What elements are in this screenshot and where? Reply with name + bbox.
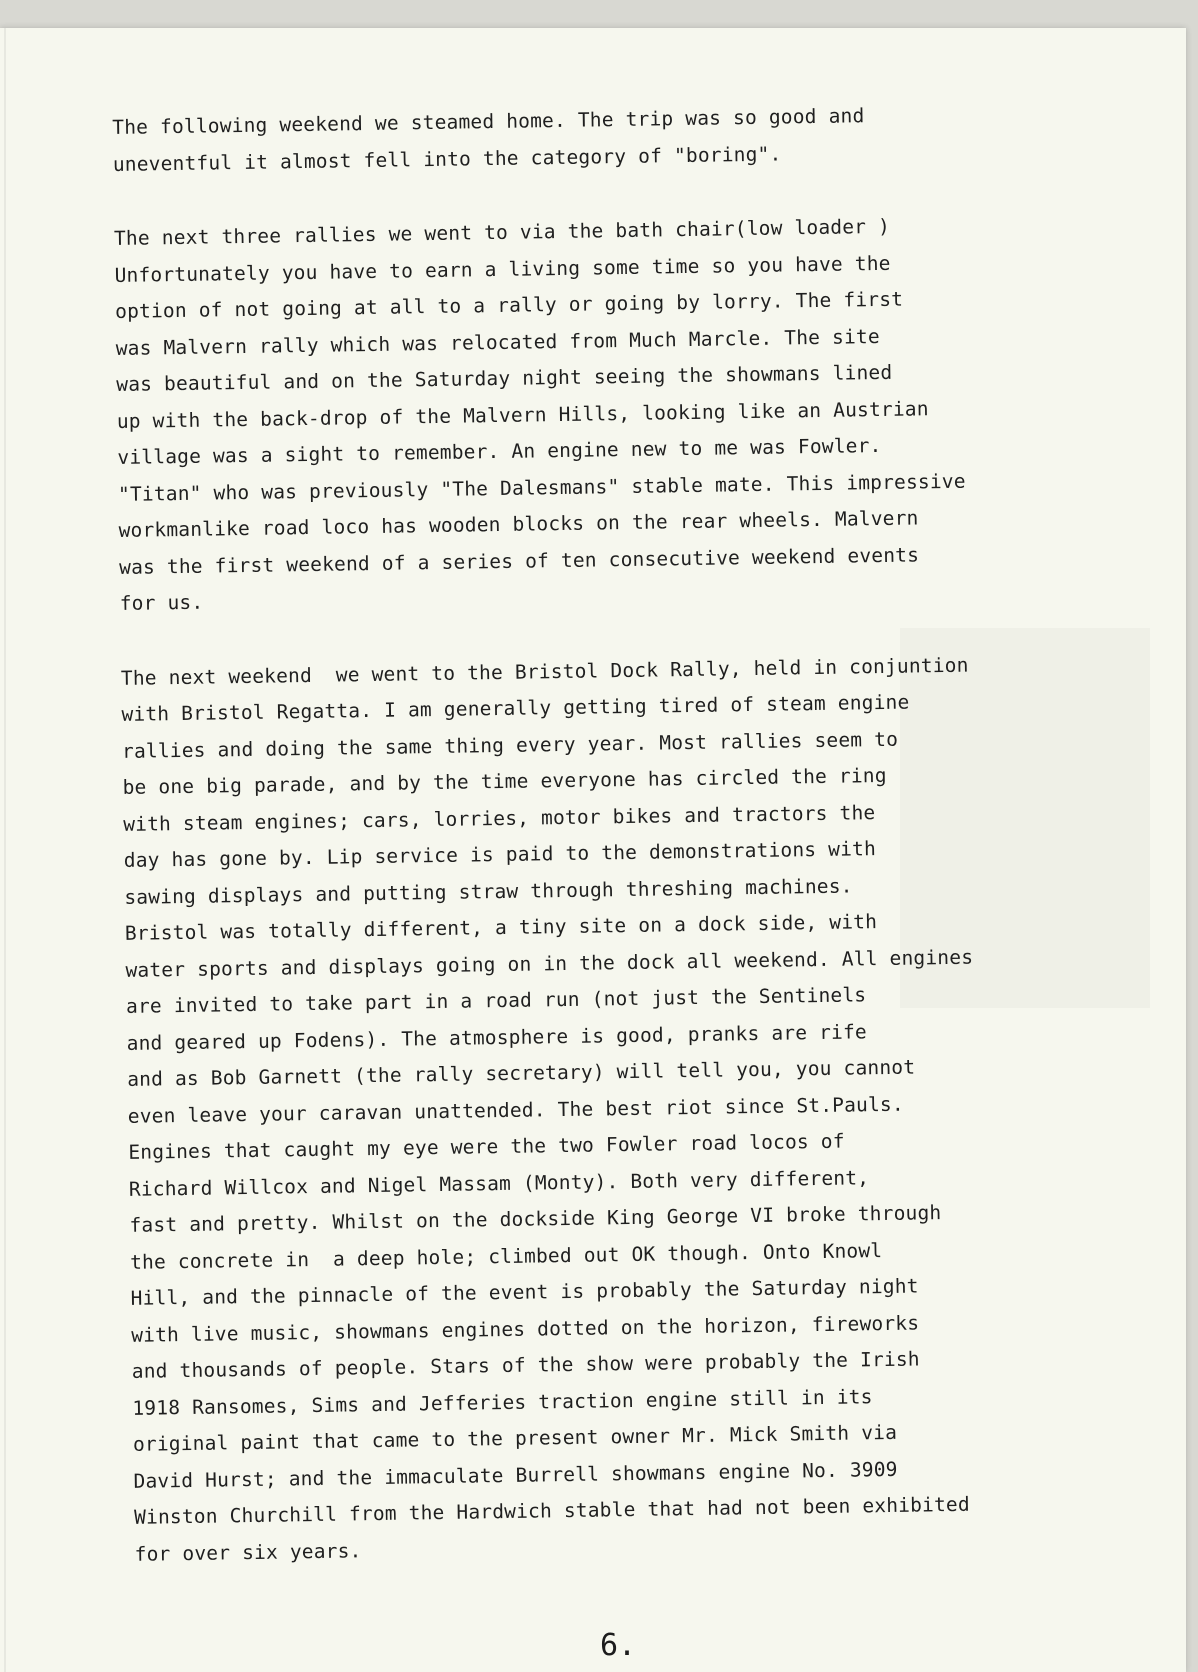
text-line: and thousands of people. Stars of the show were probably the Irish	[131, 1347, 920, 1383]
text-line: day has gone by. Lip service is paid to the demonstrations with	[123, 837, 877, 872]
text-line: uneventful it almost fell into the category of "boring".	[112, 141, 782, 176]
document-page	[0, 28, 1186, 1672]
text-line: village was a sight to remember. An engine new to me was Fowler.	[117, 433, 882, 469]
document-body	[112, 94, 1145, 1611]
text-line: option of not going at all to a rally or going by lorry. The first	[114, 287, 904, 323]
text-line: Hill, and the pinnacle of the event is probably the Saturday night	[130, 1274, 919, 1310]
text-line: the concrete in a deep hole; climbed out OK though. Onto Knowl	[129, 1238, 883, 1274]
text-line: even leave your caravan unattended. The best riot since St.Pauls.	[127, 1092, 904, 1128]
text-line: for us.	[119, 590, 204, 615]
text-line: are invited to take part in a road run (not just the Sentinels	[125, 983, 867, 1018]
text-line: and as Bob Garnett (the rally secretary) will tell you, you cannot	[127, 1055, 916, 1091]
text-line: "Titan" who was previously "The Dalesmans" stable mate. This impressive	[117, 469, 966, 506]
text-line: fast and pretty. Whilst on the dockside King George VI broke through	[129, 1201, 942, 1237]
text-line: Bristol was totally different, a tiny site on a dock side, with	[124, 910, 878, 945]
text-line: with live music, showmans engines dotted on the horizon, fireworks	[131, 1310, 920, 1347]
text-line: The next weekend we went to the Bristol Dock Rally, held in conjuntion	[120, 653, 969, 690]
text-line: Winston Churchill from the Hardwich stable that had not been exhibited	[133, 1492, 970, 1529]
text-line: was the first weekend of a series of ten consecutive weekend events	[118, 542, 920, 579]
text-line: up with the back-drop of the Malvern Hills, looking like an Austrian	[116, 396, 929, 433]
text-line: sawing displays and putting straw through threshing machines.	[124, 873, 853, 909]
text-line: The following weekend we steamed home. The trip was so good and	[112, 104, 865, 139]
text-line: 1918 Ransomes, Sims and Jefferies traction engine still in its	[132, 1384, 873, 1420]
text-line: The next three rallies we went to via the bath chair(low loader )	[113, 214, 891, 250]
text-line: original paint that came to the present owner Mr. Mick Smith via	[132, 1420, 898, 1456]
text-line: with Bristol Regatta. I am generally getting tired of steam engine	[121, 690, 910, 726]
text-line: with steam engines; cars, lorries, motor bikes and tractors the	[123, 800, 876, 836]
page-number: 6.	[600, 1628, 637, 1663]
text-line: for over six years.	[134, 1538, 362, 1566]
text-line: and geared up Fodens). The atmosphere is good, pranks are rife	[126, 1019, 868, 1055]
page-edge	[4, 28, 6, 1672]
text-line: Unfortunately you have to earn a living some time so you have the	[114, 251, 891, 287]
paragraph	[114, 205, 1130, 622]
paragraph	[112, 94, 1123, 183]
text-line: be one big parade, and by the time everyone has circled the ring	[122, 763, 887, 799]
text-line: workmanlike road loco has wooden blocks on the rear wheels. Malvern	[118, 506, 919, 542]
text-line: David Hurst; and the immaculate Burrell showmans engine No. 3909	[133, 1457, 898, 1493]
text-line: Richard Willcox and Nigel Massam (Monty). Both very different,	[128, 1165, 870, 1201]
text-line: was beautiful and on the Saturday night seeing the showmans lined	[116, 360, 893, 396]
text-line: rallies and doing the same thing every year. Most rallies seem to	[121, 727, 899, 763]
text-line: was Malvern rally which was relocated from Much Marcle. The site	[115, 324, 880, 360]
paragraph	[121, 645, 1145, 1573]
text-line: water sports and displays going on in the dock all weekend. All engines	[125, 945, 974, 982]
text-line: Engines that caught my eye were the two Fowler road locos of	[128, 1129, 845, 1164]
